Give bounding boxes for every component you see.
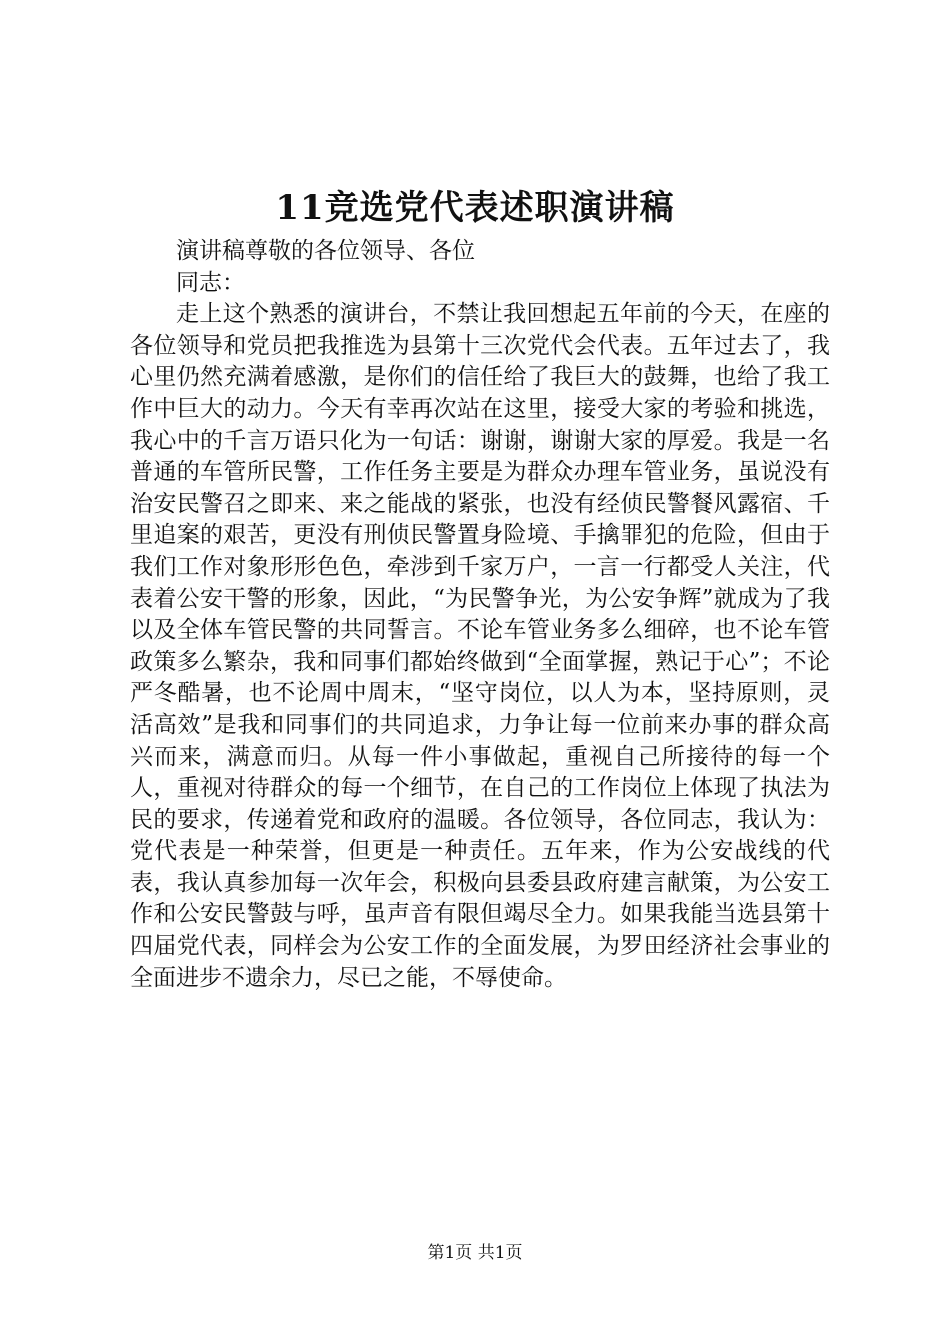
salutation-line-2: 同志：: [176, 269, 245, 296]
salutation-line-1: 演讲稿尊敬的各位领导、各位: [176, 238, 475, 264]
page-footer: 第1页 共1页: [427, 1243, 523, 1263]
document-title: 11竞选党代表述职演讲稿: [275, 188, 675, 228]
document-content: [130, 236, 830, 994]
body-paragraph: 走上这个熟悉的演讲台，不禁让我回想起五年前的今天，在座的各位领导和党员把我推选为县第十三次党代会代表。五年过去了，我心里仍然充满着感激，是你们的信任给了我巨大的鼓舞，也给了我工作中巨大的动力。今天有幸再次站在这里，接受大家的考验和挑选，我心中的千言万语只化为一句话：谢谢，谢谢大家的厚爱。我是一名普通的车管所民警，工作任务主要是为群众办理车管业务，虽说没有治安民警召之即来、来之能战的紧张，也没有经侦民警餐风露宿、千里追案的艰苦，更没有刑侦民警置身险境、手擒罪犯的危险，但由于我们工作对象形形色色，牵涉到千家万户，一言一行都受人关注，代表着公安干警的形象，因此，“为民警争光，为公安争辉”就成为了我以及全体车管民警的共同誓言。不论车管业务多么细碎，也不论车管政策多么繁杂，我和同事们都始终做到“全面掌握，熟记于心”；不论严冬酷暑，也不论周中周末，“坚守岗位，以人为本，坚持原则，灵活高效”是我和同事们的共同追求，力争让每一位前来办事的群众高兴而来，满意而归。从每一件小事做起，重视自己所接待的每一个人，重视对待群众的每一个细节，在自己的工作岗位上体现了执法为民的要求，传递着党和政府的温暖。各位领导，各位同志，我认为：党代表是一种荣誉，但更是一种责任。五年来，作为公安战线的代表，我认真参加每一次年会，积极向县委县政府建言献策，为公安工作和公安民警鼓与呼，虽声音有限但竭尽全力。如果我能当选县第十四届党代表，同样会为公安工作的全面发展，为罗田经济社会事业的全面进步不遗余力，尽已之能，不辱使命。: [130, 301, 830, 991]
